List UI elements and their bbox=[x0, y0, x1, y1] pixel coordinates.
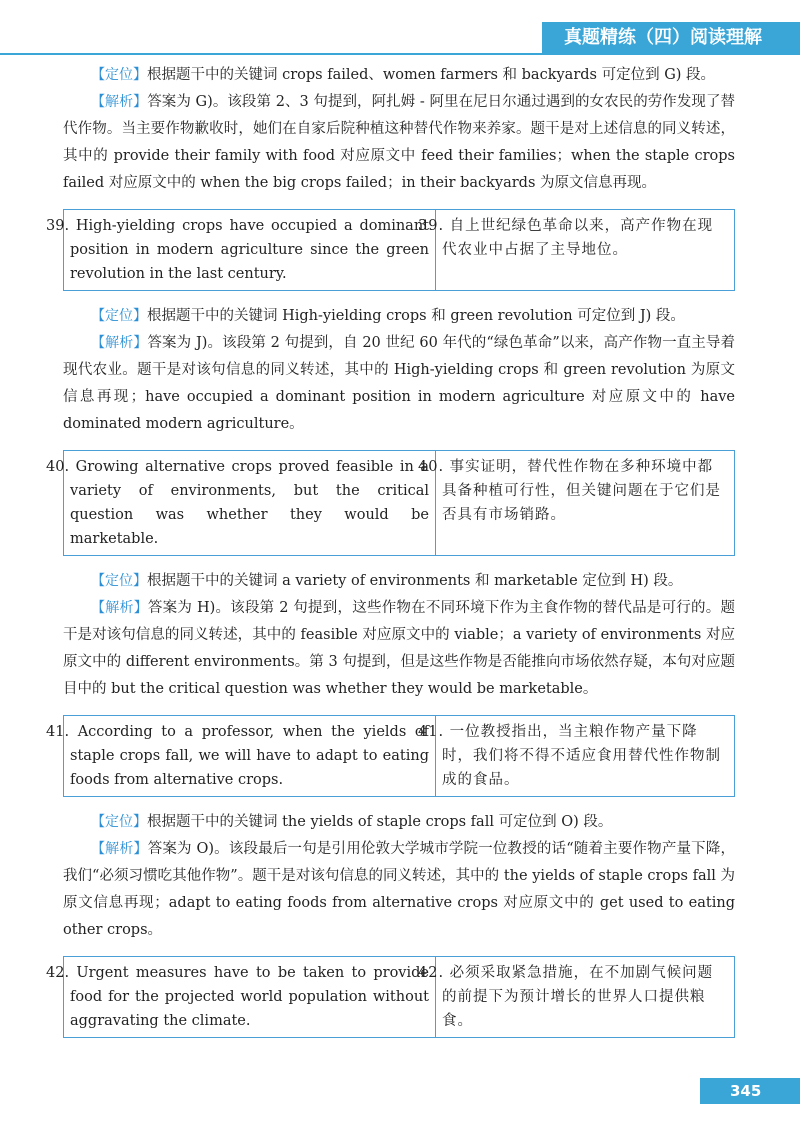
analysis-paragraph bbox=[63, 836, 735, 944]
locate-paragraph bbox=[63, 568, 735, 595]
analysis-tag: 【解析】 bbox=[91, 94, 148, 110]
page-content bbox=[46, 62, 736, 1050]
locate-paragraph bbox=[63, 809, 735, 836]
analysis-paragraph bbox=[63, 330, 735, 438]
locate-tag: 【定位】 bbox=[91, 308, 147, 324]
header-divider bbox=[0, 53, 800, 55]
question-box-40 bbox=[46, 450, 735, 556]
question-box-42 bbox=[46, 956, 735, 1038]
analysis-text: 答案为 G)。该段第 2、3 句提到，阿扎姆 - 阿里在尼日尔通过遇到的女农民的劳作发现了替代作物。当主要作物歉收时，她们在自家后院种植这种替代作物来养家。题干是对上述信息的同义转述，其中的 provide their family with food 对应原文中 feed their families；when the staple crops failed 对应原文中的 when the big crops failed；in their backyards 为原文信息再现。 bbox=[63, 94, 736, 191]
question-english: 39. High-yielding crops have occupied a dominant position in modern agriculture since the green revolution in the last century. bbox=[64, 210, 436, 290]
question-box-39 bbox=[46, 209, 735, 291]
question-english: 42. Urgent measures have to be taken to provide food for the projected world population without aggravating the climate. bbox=[64, 957, 436, 1037]
question-chinese: 40. 事实证明，替代性作物在多种环境中都具备种植可行性，但关键问题在于它们是否具有市场销路。 bbox=[418, 459, 721, 523]
question-english: 40. Growing alternative crops proved feasible in a variety of environments, but the critical question was whether they would be marketable. bbox=[64, 451, 436, 555]
section-title: 真题精练（四）阅读理解 bbox=[542, 22, 800, 54]
question-chinese: 42. 必须采取紧急措施，在不加剧气候问题的前提下为预计增长的世界人口提供粮食。 bbox=[418, 965, 714, 1029]
question-chinese: 41. 一位教授指出，当主粮作物产量下降时，我们将不得不适应食用替代性作物制成的食品。 bbox=[418, 724, 721, 788]
question-english: 41. According to a professor, when the yields of staple crops fall, we will have to adapt to eating foods from alternative crops. bbox=[64, 716, 436, 796]
locate-text: 根据题干中的关键词 the yields of staple crops fall 可定位到 O) 段。 bbox=[147, 814, 613, 830]
analysis-tag: 【解析】 bbox=[91, 841, 148, 857]
analysis-text: 答案为 H)。该段第 2 句提到，这些作物在不同环境下作为主食作物的替代品是可行的。题干是对该句信息的同义转述，其中的 feasible 对应原文中的 viable；a variety of environments 对应原文中的 different environments。第 3 句提到，但是这些作物是否能推向市场依然存疑，本句对应题目中的 but the critical question was whether they would be marketable。 bbox=[63, 600, 735, 697]
page-number: 345 bbox=[700, 1078, 800, 1104]
locate-paragraph bbox=[63, 303, 735, 330]
locate-text: 根据题干中的关键词 High-yielding crops 和 green revolution 可定位到 J) 段。 bbox=[147, 308, 685, 324]
header-band bbox=[0, 22, 800, 54]
locate-text: 根据题干中的关键词 a variety of environments 和 marketable 定位到 H) 段。 bbox=[147, 573, 683, 589]
question-box-41 bbox=[46, 715, 735, 797]
question-chinese: 39. 自上世纪绿色革命以来，高产作物在现代农业中占据了主导地位。 bbox=[418, 218, 714, 258]
analysis-paragraph bbox=[63, 595, 735, 703]
locate-tag: 【定位】 bbox=[91, 67, 147, 83]
analysis-text: 答案为 O)。该段最后一句是引用伦敦大学城市学院一位教授的话“随着主要作物产量下降，我们“必须习惯吃其他作物”。题干是对该句信息的同义转述，其中的 the yields of staple crops fall 为原文信息再现；adapt to eating foods from alternative crops 对应原文中的 get used to eating other crops。 bbox=[63, 841, 735, 938]
locate-paragraph bbox=[63, 62, 735, 89]
analysis-text: 答案为 J)。该段第 2 句提到，自 20 世纪 60 年代的“绿色革命”以来，高产作物一直主导着现代农业。题干是对该句信息的同义转述，其中的 High-yielding crops 和 green revolution 为原文信息再现；have occupied a dominant position in modern agriculture 对应原文中的 have dominated modern agriculture。 bbox=[63, 335, 735, 432]
analysis-tag: 【解析】 bbox=[91, 600, 148, 616]
locate-tag: 【定位】 bbox=[91, 814, 147, 830]
locate-text: 根据题干中的关键词 crops failed、women farmers 和 backyards 可定位到 G) 段。 bbox=[147, 67, 716, 83]
analysis-paragraph bbox=[63, 89, 735, 197]
locate-tag: 【定位】 bbox=[91, 573, 147, 589]
analysis-tag: 【解析】 bbox=[91, 335, 148, 351]
